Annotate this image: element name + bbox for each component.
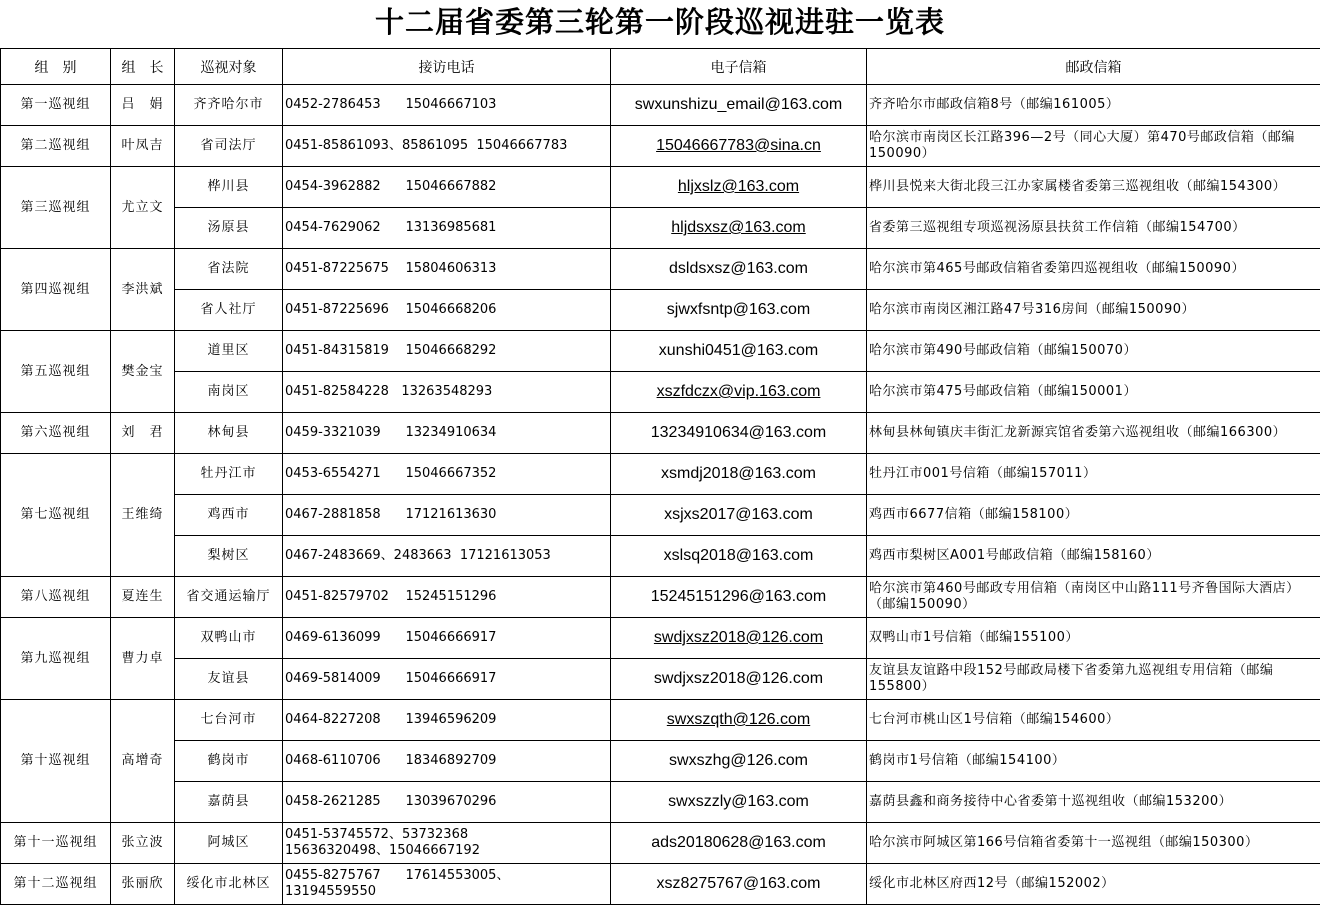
email-link[interactable]: hljdsxsz@163.com <box>671 219 806 236</box>
email-cell <box>611 618 867 659</box>
page-title: 十二届省委第三轮第一阶段巡视进驻一览表 <box>374 5 945 39</box>
inspection-target: 省人社厅 <box>175 290 283 331</box>
email-link[interactable]: xszfdczx@vip.163.com <box>656 383 821 400</box>
postal-mailbox: 省委第三巡视组专项巡视汤原县扶贫工作信箱（邮编154700） <box>867 208 1320 249</box>
group-leader: 尤立文 <box>111 167 175 249</box>
email-address: xslsq2018@163.com <box>663 547 814 564</box>
email-address: sjwxfsntp@163.com <box>666 301 811 318</box>
email-address: xsjxs2017@163.com <box>664 506 813 523</box>
contact-phone: 0451-82584228 13263548293 <box>283 372 611 413</box>
postal-mailbox: 林甸县林甸镇庆丰街汇龙新源宾馆省委第六巡视组收（邮编166300） <box>867 413 1320 454</box>
postal-mailbox: 嘉荫县鑫和商务接待中心省委第十巡视组收（邮编153200） <box>867 782 1320 823</box>
postal-mailbox: 哈尔滨市第490号邮政信箱（邮编150070） <box>867 331 1320 372</box>
inspection-table <box>0 48 1320 905</box>
email-address: 15245151296@163.com <box>650 588 827 605</box>
email-cell <box>611 85 867 126</box>
table-row <box>1 167 1320 208</box>
table-row <box>1 249 1320 290</box>
inspection-target: 梨树区 <box>175 536 283 577</box>
group-leader: 王维绮 <box>111 454 175 577</box>
contact-phone: 0469-5814009 15046666917 <box>283 659 611 700</box>
group-leader: 张立波 <box>111 823 175 864</box>
group-name: 第三巡视组 <box>1 167 111 249</box>
contact-phone: 0451-85861093、85861095 15046667783 <box>283 126 611 167</box>
table-row <box>1 208 1320 249</box>
table-body <box>1 85 1320 905</box>
contact-phone: 0451-87225675 15804606313 <box>283 249 611 290</box>
email-cell <box>611 290 867 331</box>
table-row <box>1 85 1320 126</box>
group-name: 第十一巡视组 <box>1 823 111 864</box>
contact-phone: 0458-2621285 13039670296 <box>283 782 611 823</box>
email-cell <box>611 331 867 372</box>
table-row <box>1 782 1320 823</box>
email-cell <box>611 167 867 208</box>
inspection-target: 省交通运输厅 <box>175 577 283 618</box>
inspection-target: 友谊县 <box>175 659 283 700</box>
contact-phone: 0452-2786453 15046667103 <box>283 85 611 126</box>
group-name: 第四巡视组 <box>1 249 111 331</box>
contact-phone: 0453-6554271 15046667352 <box>283 454 611 495</box>
postal-mailbox: 齐齐哈尔市邮政信箱8号（邮编161005） <box>867 85 1320 126</box>
postal-mailbox: 双鸭山市1号信箱（邮编155100） <box>867 618 1320 659</box>
group-leader: 张丽欣 <box>111 864 175 905</box>
postal-mailbox: 绥化市北林区府西12号（邮编152002） <box>867 864 1320 905</box>
table-row <box>1 577 1320 618</box>
group-name: 第十巡视组 <box>1 700 111 823</box>
table-row <box>1 741 1320 782</box>
group-leader: 高增奇 <box>111 700 175 823</box>
group-leader: 刘 君 <box>111 413 175 454</box>
email-address: xunshi0451@163.com <box>658 342 819 359</box>
email-link[interactable]: hljxslz@163.com <box>677 178 800 195</box>
contact-phone: 0467-2483669、2483663 17121613053 <box>283 536 611 577</box>
contact-phone: 0455-8275767 17614553005、 13194559550 <box>283 864 611 905</box>
email-cell <box>611 208 867 249</box>
inspection-target: 汤原县 <box>175 208 283 249</box>
email-address: swxszzly@163.com <box>668 793 809 810</box>
table-row <box>1 495 1320 536</box>
group-name: 第五巡视组 <box>1 331 111 413</box>
table-row <box>1 823 1320 864</box>
table-row <box>1 413 1320 454</box>
email-cell <box>611 372 867 413</box>
contact-phone: 0451-82579702 15245151296 <box>283 577 611 618</box>
inspection-target: 双鸭山市 <box>175 618 283 659</box>
contact-phone: 0459-3321039 13234910634 <box>283 413 611 454</box>
header-phone: 接访电话 <box>283 49 611 85</box>
inspection-target: 牡丹江市 <box>175 454 283 495</box>
group-name: 第九巡视组 <box>1 618 111 700</box>
contact-phone: 0469-6136099 15046666917 <box>283 618 611 659</box>
inspection-target: 齐齐哈尔市 <box>175 85 283 126</box>
postal-mailbox: 哈尔滨市第465号邮政信箱省委第四巡视组收（邮编150090） <box>867 249 1320 290</box>
contact-phone: 0451-53745572、53732368 15636320498、15046667192 <box>283 823 611 864</box>
contact-phone: 0454-7629062 13136985681 <box>283 208 611 249</box>
email-cell <box>611 413 867 454</box>
email-cell <box>611 249 867 290</box>
table-row <box>1 126 1320 167</box>
group-name: 第十二巡视组 <box>1 864 111 905</box>
group-leader: 李洪斌 <box>111 249 175 331</box>
contact-phone: 0464-8227208 13946596209 <box>283 700 611 741</box>
inspection-target: 鸡西市 <box>175 495 283 536</box>
inspection-target: 南岗区 <box>175 372 283 413</box>
email-link[interactable]: 15046667783@sina.cn <box>656 137 821 154</box>
email-cell <box>611 700 867 741</box>
inspection-target: 七台河市 <box>175 700 283 741</box>
email-cell <box>611 126 867 167</box>
email-cell <box>611 454 867 495</box>
inspection-target: 省法院 <box>175 249 283 290</box>
inspection-target: 嘉荫县 <box>175 782 283 823</box>
table-row <box>1 372 1320 413</box>
inspection-target: 桦川县 <box>175 167 283 208</box>
inspection-target: 道里区 <box>175 331 283 372</box>
postal-mailbox: 哈尔滨市阿城区第166号信箱省委第十一巡视组（邮编150300） <box>867 823 1320 864</box>
contact-phone: 0451-84315819 15046668292 <box>283 331 611 372</box>
group-leader: 吕 娟 <box>111 85 175 126</box>
postal-mailbox: 哈尔滨市第475号邮政信箱（邮编150001） <box>867 372 1320 413</box>
table-row <box>1 659 1320 700</box>
email-address: dsldsxsz@163.com <box>669 260 808 277</box>
inspection-target: 阿城区 <box>175 823 283 864</box>
email-address: xsz8275767@163.com <box>656 875 821 892</box>
email-cell <box>611 823 867 864</box>
email-address: swxunshizu_email@163.com <box>634 96 843 113</box>
postal-mailbox: 哈尔滨市南岗区长江路396—2号（同心大厦）第470号邮政信箱（邮编150090） <box>867 126 1320 167</box>
email-cell <box>611 577 867 618</box>
email-address: swdjxsz2018@126.com <box>653 670 824 687</box>
email-cell <box>611 659 867 700</box>
postal-mailbox: 鸡西市梨树区A001号邮政信箱（邮编158160） <box>867 536 1320 577</box>
email-address: xsmdj2018@163.com <box>661 465 816 482</box>
email-address: ads20180628@163.com <box>651 834 826 851</box>
postal-mailbox: 哈尔滨市南岗区湘江路47号316房间（邮编150090） <box>867 290 1320 331</box>
table-row <box>1 454 1320 495</box>
postal-mailbox: 七台河市桃山区1号信箱（邮编154600） <box>867 700 1320 741</box>
contact-phone: 0467-2881858 17121613630 <box>283 495 611 536</box>
group-leader: 樊金宝 <box>111 331 175 413</box>
email-cell <box>611 782 867 823</box>
group-name: 第六巡视组 <box>1 413 111 454</box>
postal-mailbox: 哈尔滨市第460号邮政专用信箱（南岗区中山路111号齐鲁国际大酒店）（邮编150090） <box>867 577 1320 618</box>
inspection-target: 鹤岗市 <box>175 741 283 782</box>
group-name: 第七巡视组 <box>1 454 111 577</box>
contact-phone: 0468-6110706 18346892709 <box>283 741 611 782</box>
email-cell <box>611 536 867 577</box>
inspection-target: 绥化市北林区 <box>175 864 283 905</box>
group-leader: 叶凤吉 <box>111 126 175 167</box>
table-row <box>1 331 1320 372</box>
email-cell <box>611 495 867 536</box>
table-row <box>1 290 1320 331</box>
email-address: swxszhg@126.com <box>669 752 808 769</box>
email-cell <box>611 864 867 905</box>
inspection-target: 省司法厅 <box>175 126 283 167</box>
contact-phone: 0451-87225696 15046668206 <box>283 290 611 331</box>
email-link[interactable]: swxszqth@126.com <box>666 711 811 728</box>
group-leader: 曹力卓 <box>111 618 175 700</box>
table-row <box>1 618 1320 659</box>
contact-phone: 0454-3962882 15046667882 <box>283 167 611 208</box>
email-address: 13234910634@163.com <box>650 424 827 441</box>
postal-mailbox: 牡丹江市001号信箱（邮编157011） <box>867 454 1320 495</box>
header-target: 巡视对象 <box>175 49 283 85</box>
table-row <box>1 536 1320 577</box>
postal-mailbox: 桦川县悦来大街北段三江办家属楼省委第三巡视组收（邮编154300） <box>867 167 1320 208</box>
postal-mailbox: 友谊县友谊路中段152号邮政局楼下省委第九巡视组专用信箱（邮编155800） <box>867 659 1320 700</box>
postal-mailbox: 鸡西市6677信箱（邮编158100） <box>867 495 1320 536</box>
group-name: 第八巡视组 <box>1 577 111 618</box>
email-cell <box>611 741 867 782</box>
group-name: 第二巡视组 <box>1 126 111 167</box>
group-name: 第一巡视组 <box>1 85 111 126</box>
header-group: 组 别 <box>1 49 111 85</box>
header-email: 电子信箱 <box>611 49 867 85</box>
header-leader: 组 长 <box>111 49 175 85</box>
postal-mailbox: 鹤岗市1号信箱（邮编154100） <box>867 741 1320 782</box>
inspection-target: 林甸县 <box>175 413 283 454</box>
table-row <box>1 700 1320 741</box>
email-link[interactable]: swdjxsz2018@126.com <box>653 629 824 646</box>
group-leader: 夏连生 <box>111 577 175 618</box>
table-row <box>1 864 1320 905</box>
header-row <box>1 49 1320 85</box>
header-post: 邮政信箱 <box>867 49 1320 85</box>
